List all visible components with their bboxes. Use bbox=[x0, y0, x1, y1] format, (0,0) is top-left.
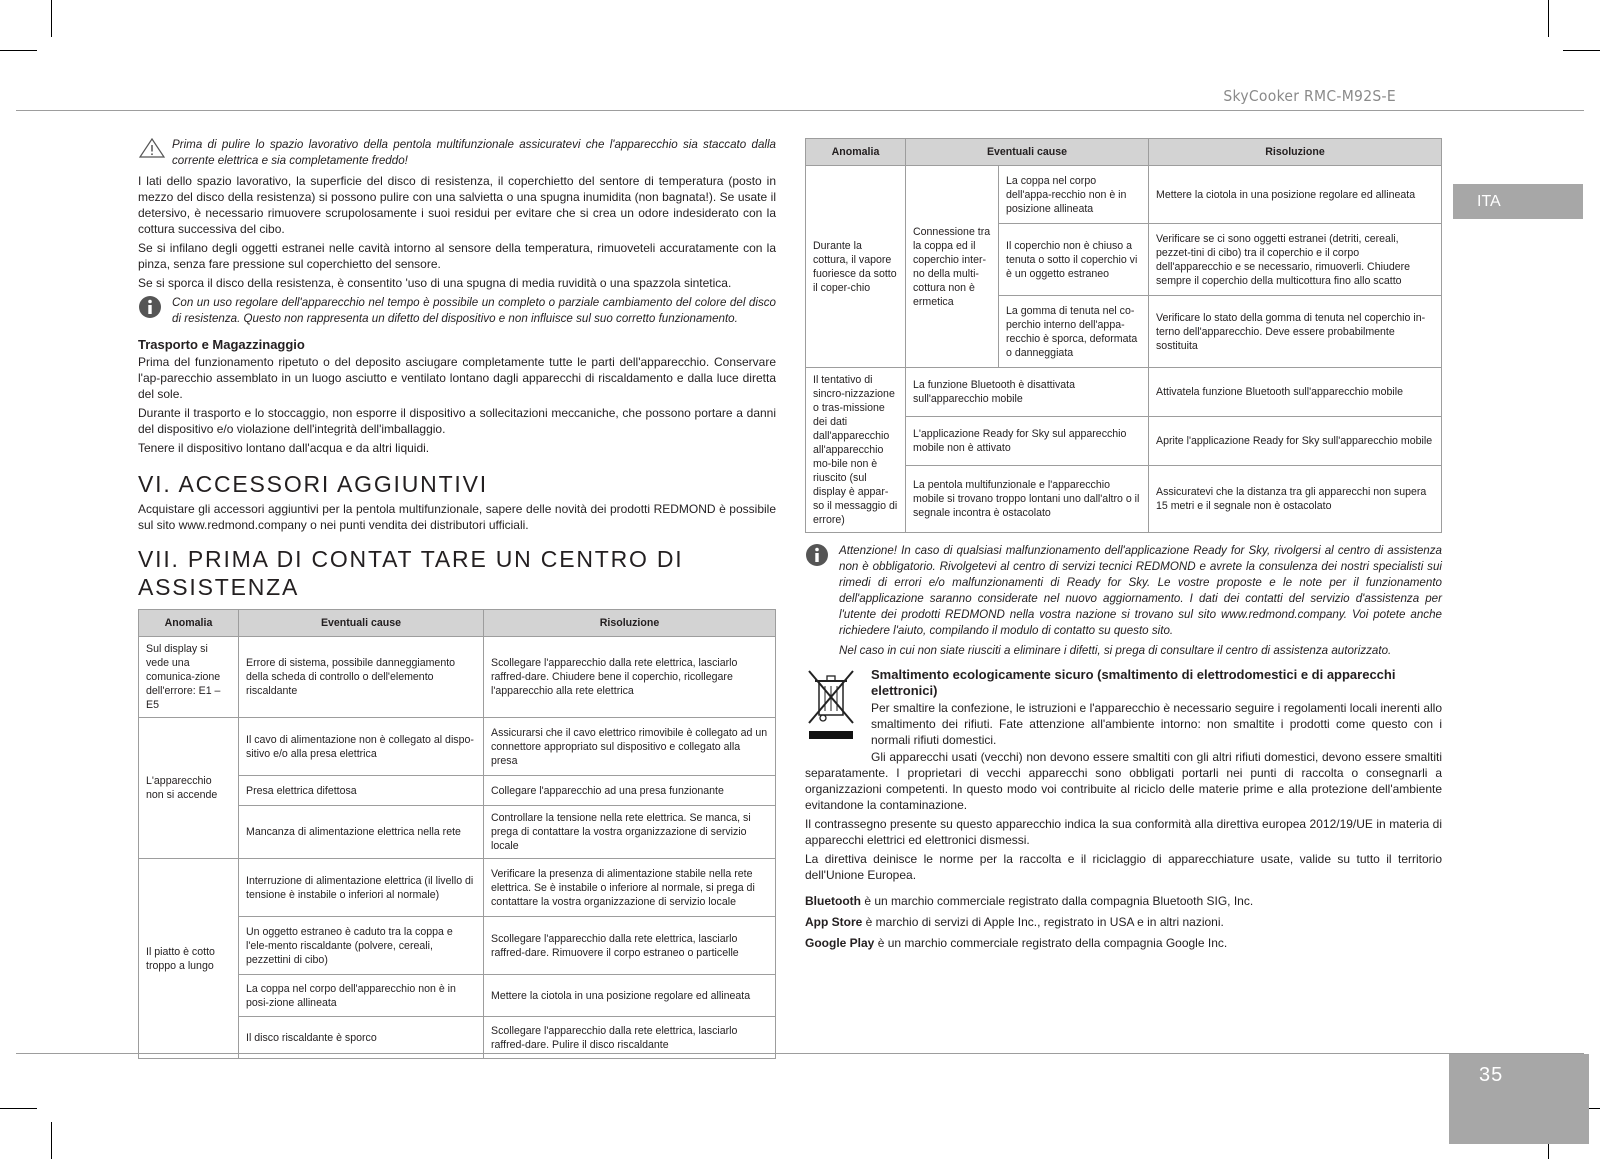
paragraph: I lati dello spazio lavorativo, la superficie del disco di resistenza, il coperchietto del sentore di temperatura (posto in mezzo del disco della resistenza) si possono pulire con una salvietta o una spugna inumidita (non bagnata!). Se usate il detersivo, è necessario rimuovere scrupolosamente i suoi residui per evitare che si crea un odore indesiderato con la cottura successiva del cibo. bbox=[138, 174, 776, 236]
solution-cell: Aprite l'applicazione Ready for Sky sull'apparecchio mobile bbox=[1149, 416, 1442, 465]
solution-cell: Attivatela funzione Bluetooth sull'apparecchio mobile bbox=[1149, 368, 1442, 417]
header-cell: Eventuali cause bbox=[906, 139, 1149, 166]
cause-cell: Interruzione di alimentazione elettrica (il livello di tensione è instabile o inferiori al normale) bbox=[239, 859, 484, 917]
paragraph: Per smaltire la confezione, le istruzioni e l'apparecchio è necessario seguire i regolamenti locali inerenti allo smaltimento dei rifiuti. Fate attenzione all'ambiente intorno: non smaltite i prodotti come questo con i normali rifiuti domestici. bbox=[871, 701, 1442, 747]
note-cleaning bbox=[138, 137, 776, 169]
weee-section bbox=[805, 667, 1442, 883]
solution-cell: Verificare lo stato della gomma di tenuta nel coperchio in-terno dell'apparecchio. Deve essere probabilmente sostituita bbox=[1149, 296, 1442, 368]
cause-cell: Il cavo di alimentazione non è collegato al dispo-sitivo e/o alla presa elettrica bbox=[239, 718, 484, 776]
cause-cell: Mancanza di alimentazione elettrica nella rete bbox=[239, 806, 484, 859]
weee-heading: Smaltimento ecologicamente sicuro (smaltimento di elettrodomestici e di apparecchi elettronici) bbox=[871, 667, 1396, 698]
solution-cell: Mettere la ciotola in una posizione regolare ed allineata bbox=[484, 975, 776, 1017]
page-number: 35 bbox=[1449, 1054, 1589, 1144]
paragraph bbox=[805, 749, 1442, 813]
header-cell: Eventuali cause bbox=[239, 610, 484, 637]
warning-icon bbox=[138, 137, 166, 163]
header-cell: Risoluzione bbox=[1149, 139, 1442, 166]
solution-cell: Verificare la presenza di alimentazione stabile nella rete elettrica. Se è instabile o inferiore al normale, si prega di contattare la vostra organizzazione di servizio locale bbox=[484, 859, 776, 917]
crop-mark bbox=[0, 50, 37, 51]
header-cell: Anomalia bbox=[806, 139, 906, 166]
note-attention-text-2: Nel caso in cui non siate riusciti a eliminare i difetti, si prega di consultare il centro di assistenza autorizzato. bbox=[839, 644, 1392, 657]
cause-cell: Presa elettrica difettosa bbox=[239, 776, 484, 806]
anomaly-cell: Il tentativo di sincro-nizzazione o tras-missione dei dati dall'apparecchio all'apparecchio mo-bile non è riuscito (sul display è appar-so il messaggio di errore) bbox=[806, 368, 906, 533]
table-row bbox=[139, 718, 776, 776]
trademark-text: è un marchio commerciale registrato dalla compagnia Bluetooth SIG, Inc. bbox=[861, 894, 1254, 908]
paragraph: Prima del funzionamento ripetuto o del deposito asciugare completamente tutte le parti dell'apparecchio. Conservare l'ap-parecchio assemblato in un luogo asciutto e ventilato lontano dagli apparecchi di riscaldamento e dalla luce diretta del sole. bbox=[138, 355, 776, 401]
trademark-name: App Store bbox=[805, 915, 863, 929]
table-row bbox=[806, 166, 1442, 224]
solution-cell: Scollegare l'apparecchio dalla rete elettrica, lasciarlo raffred-dare. Chiudere bene il coperchio, ricollegare l'apparecchio alla rete elettrica bbox=[484, 637, 776, 718]
trademark-text: è un marchio commerciale registrato della compagnia Google Inc. bbox=[874, 936, 1228, 950]
solution-cell: Assicuratevi che la distanza tra gli apparecchi non supera 15 metri e il segnale non è ostacolato bbox=[1149, 465, 1442, 532]
note-attention bbox=[805, 543, 1442, 659]
crop-mark bbox=[51, 1122, 52, 1159]
solution-cell: Collegare l'apparecchio ad una presa funzionante bbox=[484, 776, 776, 806]
cause-cell: Connessione tra la coppa ed il coperchio inter-no della multi-cottura non è ermetica bbox=[906, 166, 999, 368]
troubleshooting-table-continued bbox=[805, 138, 1442, 533]
weee-text bbox=[871, 667, 1442, 751]
anomaly-cell: L'apparecchio non si accende bbox=[139, 718, 239, 859]
section-heading: Trasporto e Magazzinaggio bbox=[138, 337, 305, 352]
cause-cell: La funzione Bluetooth è disattivata sull'apparecchio mobile bbox=[906, 368, 1149, 417]
right-column bbox=[805, 138, 1442, 956]
table-row bbox=[806, 368, 1442, 417]
trademark-google-play bbox=[805, 935, 1442, 951]
anomaly-cell: Durante la cottura, il vapore fuoriesce da sotto il coper-chio bbox=[806, 166, 906, 368]
left-column bbox=[138, 137, 776, 1059]
note-attention-text: Attenzione! In caso di qualsiasi malfunzionamento dell'applicazione Ready for Sky, rivolgersi al centro di assistenza non è obbligatorio. Rivolgetevi al centro di servizi tecnici REDMOND e avrete la consulenza dei nostri specialisti sui rimedi di errori e/o malfunzionamenti di Ready for Sky. Le vostre proposte e le note per il funzionamento dell'applicazione saranno considerate nel nuovo aggiornamento. I dati dei contatti del servizio d'assistenza per l'utente dei prodotti REDMOND nella vostra nazione si trovano sul sito www.redmond.company. Voi potete anche richiedere l'aiuto, compilando il modulo di contatto su questo sito. bbox=[839, 544, 1442, 637]
note-text bbox=[839, 543, 1442, 659]
table-header-row bbox=[139, 610, 776, 637]
troubleshooting-table bbox=[138, 609, 776, 1059]
solution-cell: Scollegare l'apparecchio dalla rete elettrica, lasciarlo raffred-dare. Rimuovere il corpo estraneo o particelle bbox=[484, 917, 776, 975]
crop-mark bbox=[1548, 0, 1549, 37]
header-cell: Anomalia bbox=[139, 610, 239, 637]
cause-cell: La gomma di tenuta nel co-perchio interno dell'appa-recchio è sporca, deformata o danneggiata bbox=[999, 296, 1149, 368]
cause-cell: La coppa nel corpo dell'apparecchio non è in posi-zione allineata bbox=[239, 975, 484, 1017]
info-icon bbox=[138, 295, 166, 323]
paragraph: La direttiva deinisce le norme per la raccolta e il riciclaggio di apparecchiature usate, valide su tutto il territorio dell'Unione Europea. bbox=[805, 852, 1442, 882]
anomaly-cell: Il piatto è cotto troppo a lungo bbox=[139, 859, 239, 1059]
note-text: Con un uso regolare dell'apparecchio nel tempo è possibile un completo o parziale cambiamento del colore del disco di resistenza. Questo non rappresenta un difetto del dispositivo e non influisce sul suo corretto funzionamento. bbox=[172, 296, 776, 325]
cause-cell: La coppa nel corpo dell'appa-recchio non è in posizione allineata bbox=[999, 166, 1149, 224]
solution-cell: Assicurarsi che il cavo elettrico rimovibile è collegato ad un connettore appropriato sul dispositivo e collegato alla presa bbox=[484, 718, 776, 776]
header-cell: Risoluzione bbox=[484, 610, 776, 637]
crop-mark bbox=[0, 1108, 37, 1109]
solution-cell: Mettere la ciotola in una posizione regolare ed allineata bbox=[1149, 166, 1442, 224]
info-icon bbox=[805, 543, 833, 571]
paragraph: Durante il trasporto e lo stoccaggio, non esporre il dispositivo a sollecitazioni meccaniche, che possono portare a danni del dispositivo e/o violazione dell'integrità dell'imballaggio. bbox=[138, 406, 776, 436]
header-rule bbox=[16, 110, 1584, 111]
header-model: SkyCooker RMC-M92S-E bbox=[1223, 87, 1396, 105]
weee-p2: Gli apparecchi usati (vecchi) non devono essere smaltiti con gli altri rifiuti domestici, devono essere smaltiti separatamente. I proprietari di vecchi apparecchi sono obbligati portarli nei punti di raccolta o consegnarli a organizzazioni competenti. In questo modo voi contribuite al riciclo delle materie prime e alla protezione dell'ambiente evitandone la contaminazione. bbox=[805, 750, 1442, 812]
solution-cell: Verificare se ci sono oggetti estranei (detriti, cereali, pezzet-tini di cibo) tra il coperchio e il corpo dell'apparecchio e se necessario, rimuoverli. Chiudere sempre il coperchio della multicottura fino allo scatto bbox=[1149, 224, 1442, 296]
trademark-app-store bbox=[805, 914, 1442, 930]
language-tab: ITA bbox=[1453, 184, 1583, 219]
cause-cell: Un oggetto estraneo è caduto tra la coppa e l'ele-mento riscaldante (polvere, cereali, pezzettini di cibo) bbox=[239, 917, 484, 975]
cause-cell: Errore di sistema, possibile danneggiamento della scheda di controllo o dell'elemento riscaldante bbox=[239, 637, 484, 718]
table-row bbox=[139, 859, 776, 917]
trademark-bluetooth bbox=[805, 893, 1442, 909]
section-title: VI. ACCESSORI AGGIUNTIVI bbox=[138, 471, 488, 497]
trademark-name: Google Play bbox=[805, 936, 875, 950]
paragraph: Il contrassegno presente su questo apparecchio indica la sua conformità alla direttiva europea 2012/19/UE in materia di apparecchi elettrici ed elettronici dismessi. bbox=[805, 817, 1442, 847]
solution-cell: Controllare la tensione nella rete elettrica. Se manca, si prega di contattare la vostra organizzazione di servizio locale bbox=[484, 806, 776, 859]
section-title: VII. PRIMA DI CONTAT TARE UN CENTRO DI ASSISTENZA bbox=[138, 546, 684, 600]
paragraph: Acquistare gli accessori aggiuntivi per la pentola multifunzionale, sapere delle novità dei prodotti REDMOND è possibile sul sito www.redmond.company o nei punti vendita dei distributori ufficiali. bbox=[138, 502, 776, 532]
cause-cell: La pentola multifunzionale e l'apparecchio mobile si trovano troppo lontani uno dall'altro o il segnale incontra è ostacolato bbox=[906, 465, 1149, 532]
cause-cell: Il coperchio non è chiuso a tenuta o sotto il coperchio vi è un oggetto estraneo bbox=[999, 224, 1149, 296]
crossed-bin-icon bbox=[805, 667, 857, 751]
crop-mark bbox=[1563, 50, 1600, 51]
solution-cell: Scollegare l'apparecchio dalla rete elettrica, lasciarlo raffred-dare. Pulire il disco riscaldante bbox=[484, 1017, 776, 1059]
cause-cell: Il disco riscaldante è sporco bbox=[239, 1017, 484, 1059]
paragraph: Se si sporca il disco della resistenza, è consentito 'uso di una spugna di media ruvidità o una spazzola sintetica. bbox=[138, 276, 732, 290]
weee-block bbox=[805, 667, 1442, 751]
table-row bbox=[139, 637, 776, 718]
crop-mark bbox=[51, 0, 52, 37]
anomaly-cell: Sul display si vede una comunica-zione dell'errore: E1 – E5 bbox=[139, 637, 239, 718]
table-header-row bbox=[806, 139, 1442, 166]
cause-cell: L'applicazione Ready for Sky sul apparecchio mobile non è attivato bbox=[906, 416, 1149, 465]
trademark-name: Bluetooth bbox=[805, 894, 861, 908]
note-text: Prima di pulire lo spazio lavorativo della pentola multifunzionale assicuratevi che l'apparecchio sia staccato dalla corrente elettrica e sia completamente freddo! bbox=[172, 138, 776, 167]
trademarks bbox=[805, 893, 1442, 951]
paragraph: Se si infilano degli oggetti estranei nelle cavità intorno al sensore della temperatura, rimuoveteli accuratamente con la pinza, senza fare pressione sul coperchietto del sensore. bbox=[138, 241, 776, 271]
paragraph: Tenere il dispositivo lontano dall'acqua e da altri liquidi. bbox=[138, 441, 430, 455]
trademark-text: è marchio di servizi di Apple Inc., registrato in USA e in altri nazioni. bbox=[862, 915, 1224, 929]
note-color bbox=[138, 295, 776, 327]
